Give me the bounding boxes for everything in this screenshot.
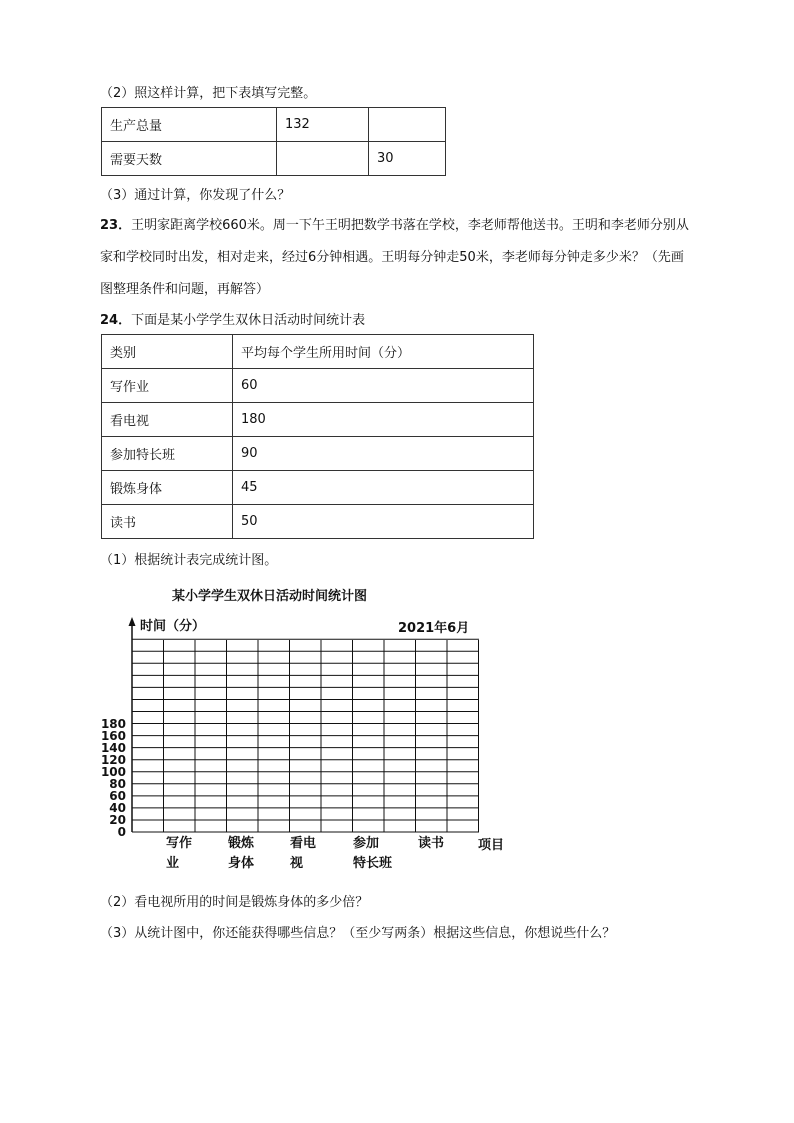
x-category-label-line: 身体 xyxy=(228,856,255,871)
x-category-label-line: 读书 xyxy=(418,836,445,851)
x-category-label-line: 视 xyxy=(290,856,304,871)
question-number: 23． xyxy=(100,218,132,233)
q24-part2-text: （2）看电视所用的时间是锻炼身体的多少倍？ xyxy=(100,895,369,910)
table-cell: 50 xyxy=(233,505,534,539)
y-tick-label: 60 xyxy=(109,788,126,803)
table-cell: 生产总量 xyxy=(102,108,277,142)
question-number: 24． xyxy=(100,313,132,328)
q24-part3-text: （3）从统计图中，你还能获得哪些信息？（至少写两条）根据这些信息，你想说些什么？ xyxy=(100,926,616,941)
table-cell: 读书 xyxy=(102,505,233,539)
q23-line3: 图整理条件和问题，再解答） xyxy=(100,282,270,297)
x-category-label-line: 写作 xyxy=(166,836,193,851)
table-cell: 45 xyxy=(233,471,534,505)
table-cell: 看电视 xyxy=(102,403,233,437)
table-cell: 132 xyxy=(277,108,369,142)
x-category-label-line: 参加 xyxy=(353,836,380,851)
y-tick-label: 0 xyxy=(117,825,126,839)
x-category-label xyxy=(228,834,254,874)
x-category-label xyxy=(353,834,392,874)
y-tick-label: 20 xyxy=(109,812,126,827)
chart-title: 某小学学生双休日活动时间统计图 xyxy=(172,589,368,604)
q22-part2-text: （2）照这样计算，把下表填写完整。 xyxy=(100,86,317,101)
chart-date: 2021年6月 xyxy=(398,621,470,636)
y-axis-label: 时间（分） xyxy=(140,619,206,634)
x-category-label-line: 特长班 xyxy=(353,856,393,871)
q23-text: 王明家距离学校660米。周一下午王明把数学书落在学校，李老师帮他送书。王明和李老师分别从 xyxy=(131,218,689,233)
table-cell: 写作业 xyxy=(102,369,233,403)
table-cell: 90 xyxy=(233,437,534,471)
table-header-cell: 类别 xyxy=(102,335,233,369)
x-category-label-line: 业 xyxy=(166,856,180,871)
q24-title: 下面是某小学学生双休日活动时间统计表 xyxy=(131,313,366,328)
table-cell: 锻炼身体 xyxy=(102,471,233,505)
x-category-label xyxy=(166,834,192,874)
y-tick-label: 140 xyxy=(100,740,126,755)
table-cell: 参加特长班 xyxy=(102,437,233,471)
y-tick-label: 80 xyxy=(109,776,126,791)
table-cell: 30 xyxy=(369,142,446,176)
q23-line2: 家和学校同时出发，相对走来，经过6分钟相遇。王明每分钟走50米，李老师每分钟走多少米？（先画 xyxy=(100,250,684,265)
y-tick-label: 40 xyxy=(109,800,126,815)
table-cell: 180 xyxy=(233,403,534,437)
y-tick-label: 160 xyxy=(100,728,126,743)
grid-lines xyxy=(132,639,479,832)
q24-part1-text: （1）根据统计表完成统计图。 xyxy=(100,553,278,568)
x-axis-label: 项目 xyxy=(478,838,505,853)
table-header-cell: 平均每个学生所用时间（分） xyxy=(233,335,534,369)
y-tick-label: 120 xyxy=(100,752,126,767)
q22-part3-text: （3）通过计算，你发现了什么？ xyxy=(100,188,291,203)
x-category-label xyxy=(418,834,444,854)
table-cell: 需要天数 xyxy=(102,142,277,176)
x-category-label-line: 看电 xyxy=(290,836,317,851)
y-tick-label: 100 xyxy=(100,764,126,779)
x-category-label xyxy=(290,834,316,874)
table-cell: 60 xyxy=(233,369,534,403)
y-tick-label: 180 xyxy=(100,716,126,731)
y-axis-arrow-icon xyxy=(129,617,136,626)
x-category-label-line: 锻炼 xyxy=(228,836,255,851)
